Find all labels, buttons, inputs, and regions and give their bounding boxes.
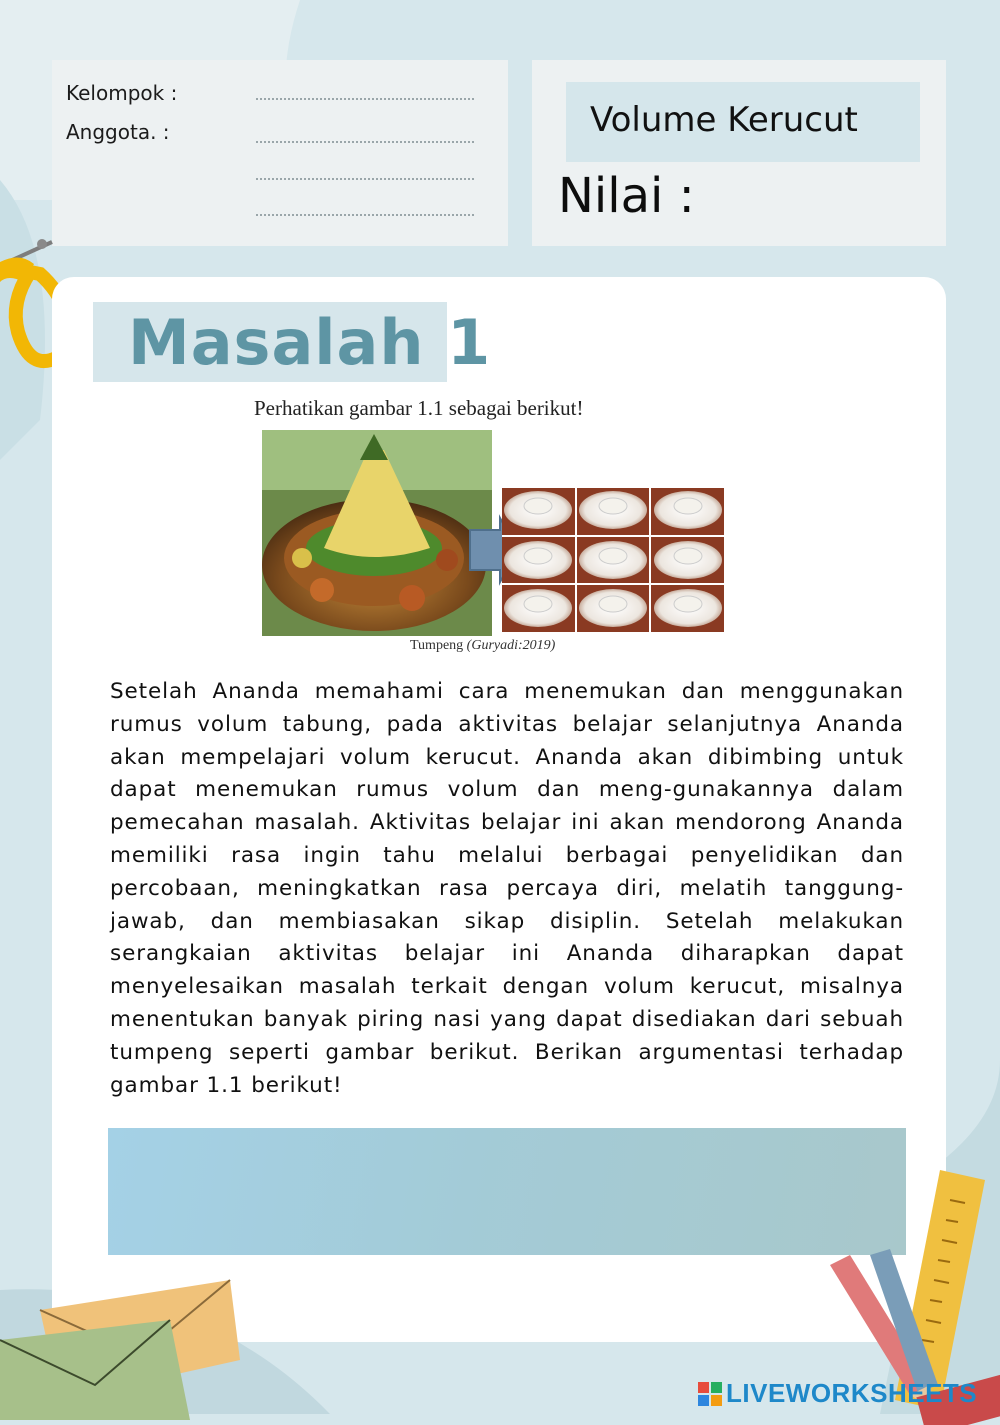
topic-title: Volume Kerucut	[590, 100, 858, 140]
rice-plates-grid	[502, 488, 724, 632]
liveworksheets-logo[interactable]: LIVEWORKSHEETS	[726, 1378, 978, 1408]
answer-input-box[interactable]	[108, 1128, 906, 1255]
member-field-2[interactable]	[256, 178, 474, 180]
figure-caption-source: (Guryadi:2019)	[466, 638, 556, 653]
problem-title: Masalah 1	[128, 306, 492, 379]
group-label: Kelompok :	[66, 81, 178, 105]
tumpeng-photo	[262, 430, 492, 636]
problem-description: Setelah Ananda memahami cara menemukan dan menggunakan rumus volum tabung, pada aktivitas belajar selanjutnya Ananda akan mempelajari volum kerucut. Ananda akan dibimbing untuk dapat menemukan rumus volum dan meng-gunakannya dalam pemecahan masalah. Aktivitas belajar ini akan mendorong Ananda memiliki rasa ingin tahu melalui berbagai penyelidikan dan percobaan, meningkatkan rasa percaya diri, melatih tanggung-jawab, dan membiasakan sikap disiplin. Setelah melakukan serangkaian aktivitas belajar ini Ananda diharapkan dapat menyelesaikan masalah terkait dengan volum kerucut, misalnya menentukan banyak piring nasi yang dapat disediakan dari sebuah tumpeng seperti gambar berikut. Berikan argumentasi terhadap gambar 1.1 berikut!	[110, 679, 904, 1098]
liveworksheets-logo-icon	[698, 1382, 722, 1406]
figure-instruction: Perhatikan gambar 1.1 sebagai berikut!	[254, 396, 584, 420]
group-field[interactable]	[256, 98, 474, 100]
members-label: Anggota. :	[66, 120, 170, 144]
member-field-1[interactable]	[256, 141, 474, 143]
member-field-3[interactable]	[256, 214, 474, 216]
score-label: Nilai :	[558, 168, 695, 224]
figure-caption	[410, 638, 555, 654]
tumpeng-figure	[262, 430, 724, 638]
figure-caption-text: Tumpeng	[410, 638, 464, 653]
envelope-icon	[0, 1270, 260, 1420]
